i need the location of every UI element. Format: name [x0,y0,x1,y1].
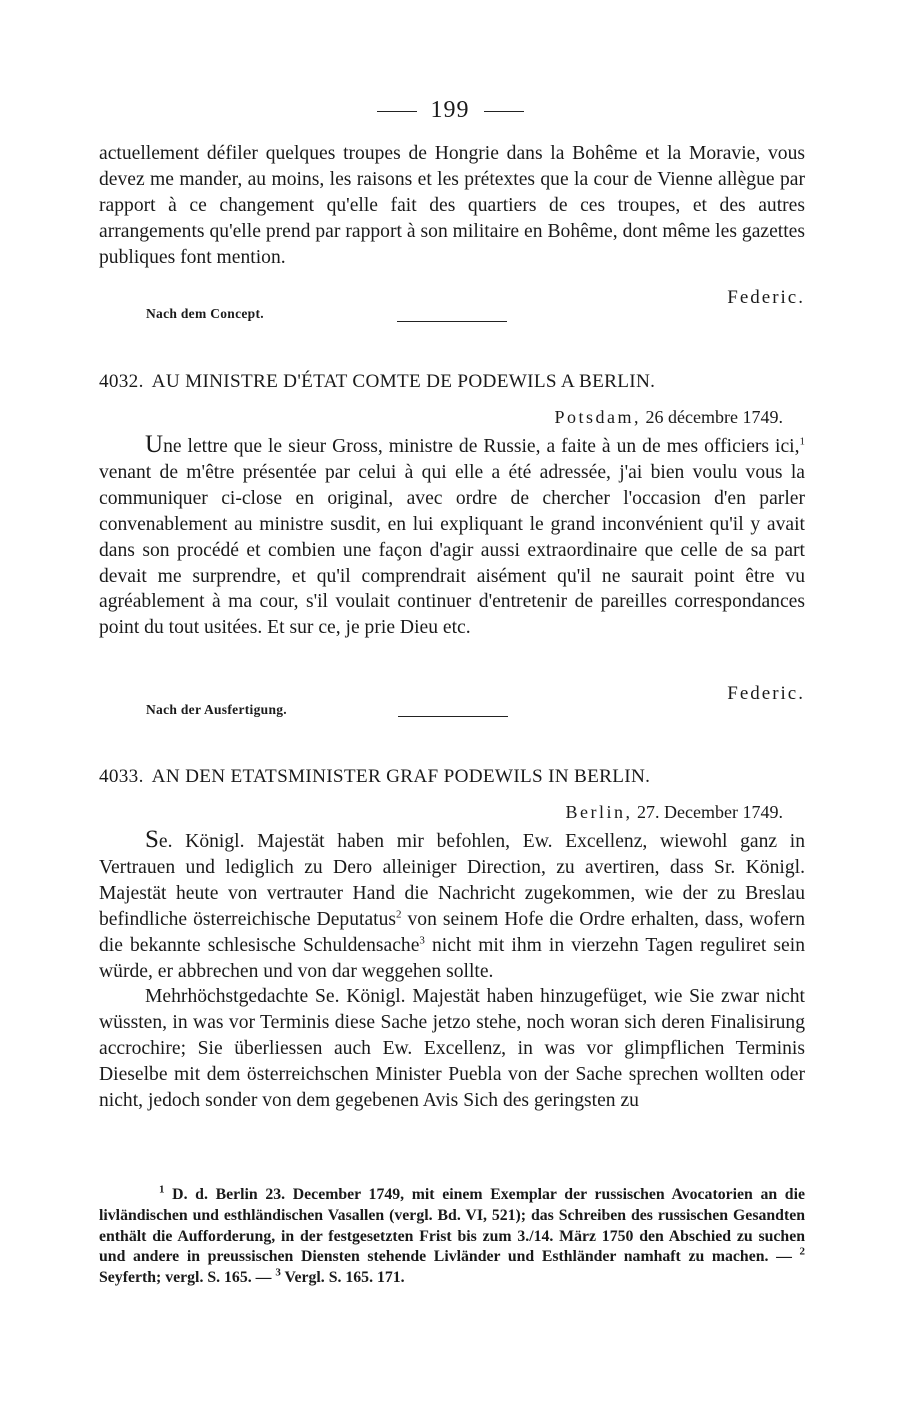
letter-body [99,827,805,1114]
continuation-text: actuellement défiler quelques troupes de Hongrie dans la Bohême et la Moravie, vous devez me mander, au moins, les raisons et les prétextes que la cour de Vienne allègue par rapport à ce changement qu'elle fait des quartiers de ces troupes, et des autres arrangements qu'elle prend par rapport à son militaire en Bohême, dont même les gazettes publiques font mention. [99,143,805,268]
letter-dateline [99,802,783,823]
footnote-text: Seyferth; vergl. S. 165. — [99,1269,276,1287]
letter-dateline [99,407,783,428]
letter-paragraph [99,827,805,984]
letter-place: Berlin, [565,802,633,822]
footnote-mark: 1 [159,1183,165,1196]
letter-title: AU MINISTRE D'ÉTAT COMTE DE PODEWILS A BERLIN. [151,371,656,392]
page-number-line [0,97,900,124]
footnotes [99,1185,805,1289]
letter-signature: Federic. [727,683,805,704]
letter-text-continued: von seinem Hofe die Ordre erhalten, dass, wofern die bekannte schlesische Schuldensache [99,908,805,956]
footnote-mark: 3 [275,1266,281,1279]
section-divider [397,321,507,322]
footnote-ref: 1 [799,435,805,448]
letter-paragraph [99,432,805,641]
letter-title: AN DEN ETATSMINISTER GRAF PODEWILS IN BERLIN. [151,766,651,787]
footnote-ref: 3 [419,934,425,947]
letter-paragraph: Mehrhöchstgedachte Se. Königl. Majestät haben hinzugefüget, wie Sie zwar nicht wüssten, in was vor Terminis diese Sache jetzo stehe, noch woran sich deren Finalisirung accrochire; Sie überliessen auch Ew. Excellenz, in was vor glimpflichen Terminis Dieselbe mit dem österreichschen Minister Puebla von der Sache sprechen wollten oder nicht, jedoch sonder von dem gegebenen Avis Sich des geringsten zu [99,986,805,1112]
page-number: 199 [430,97,470,123]
lead-letter: S [145,826,159,853]
letter-text-continued: nicht mit ihm in vierzehn Tagen reguliret sein würde, er abbrechen und von dar weggehen sollte. [99,934,805,982]
continuation-signature: Federic. [727,287,805,308]
letter-number: 4033. [99,766,144,787]
letter-place: Potsdam, [554,407,642,427]
footnote [99,1185,805,1289]
footnote-ref: 2 [396,908,402,921]
letter-body [99,432,805,641]
letter-text: e. Königl. Majestät haben mir befohlen, Ew. Excellenz, wiewohl ganz in Vertrauen und lediglich zu Dero alleiniger Direction, zu avertiren, dass Sr. Königl. Majestät heute von vertrauter Hand die Nachricht zugekommen, wie der zu Breslau befindliche österreichische Deputatus [99,831,805,930]
section-divider [398,716,508,717]
footnote-text: Vergl. S. 165. 171. [280,1269,405,1287]
letter-date: 27. December 1749. [637,802,783,822]
letter-source-note: Nach der Ausfertigung. [146,702,287,717]
continuation-source-note: Nach dem Concept. [146,306,264,321]
footnote-text: D. d. Berlin 23. December 1749, mit einem Exemplar der russischen Avocatorien an die livländischen und esthländischen Vasallen (vergl. Bd. VI, 521); das Schreiben des russischen Gesandten enthält die Aufforderung, in der festgesetzten Frist bis zum 3./14. März 1750 den Abschied zu suchen und andere in preussischen Diensten stehende Livländer und Esthländer namhaft zu machen. — [99,1186,805,1266]
letter-date: 26 décembre 1749. [645,407,783,427]
letter-text-continued: venant de m'être présentée par celui à qui elle a été adressée, j'ai bien voulu vous la communiquer ci-close en original, avec ordre de chercher l'occasion d'en parler convenablement au ministre susdit, en lui expliquant le grand inconvénient qu'il y avait dans son procédé et combien une façon d'agir aussi extraordinaire que celle de sa part devait me surprendre, et qu'il comprendrait aisément qu'il ne saurait point être vu agréablement à ma cour, s'il voulait continuer d'entretenir de pareilles correspondances point du tout usitées. Et sur ce, je prie Dieu etc. [99,461,805,639]
page-number-rule-right [484,111,524,112]
letter-heading [99,766,805,788]
letter-number: 4032. [99,371,144,392]
continuation-block [99,141,805,271]
lead-letter: U [145,431,164,458]
letter-heading [99,371,805,393]
page-number-rule-left [377,111,417,112]
footnote-mark: 2 [799,1246,805,1259]
letter-text: ne lettre que le sieur Gross, ministre de Russie, a faite à un de mes officiers ici, [163,436,800,457]
